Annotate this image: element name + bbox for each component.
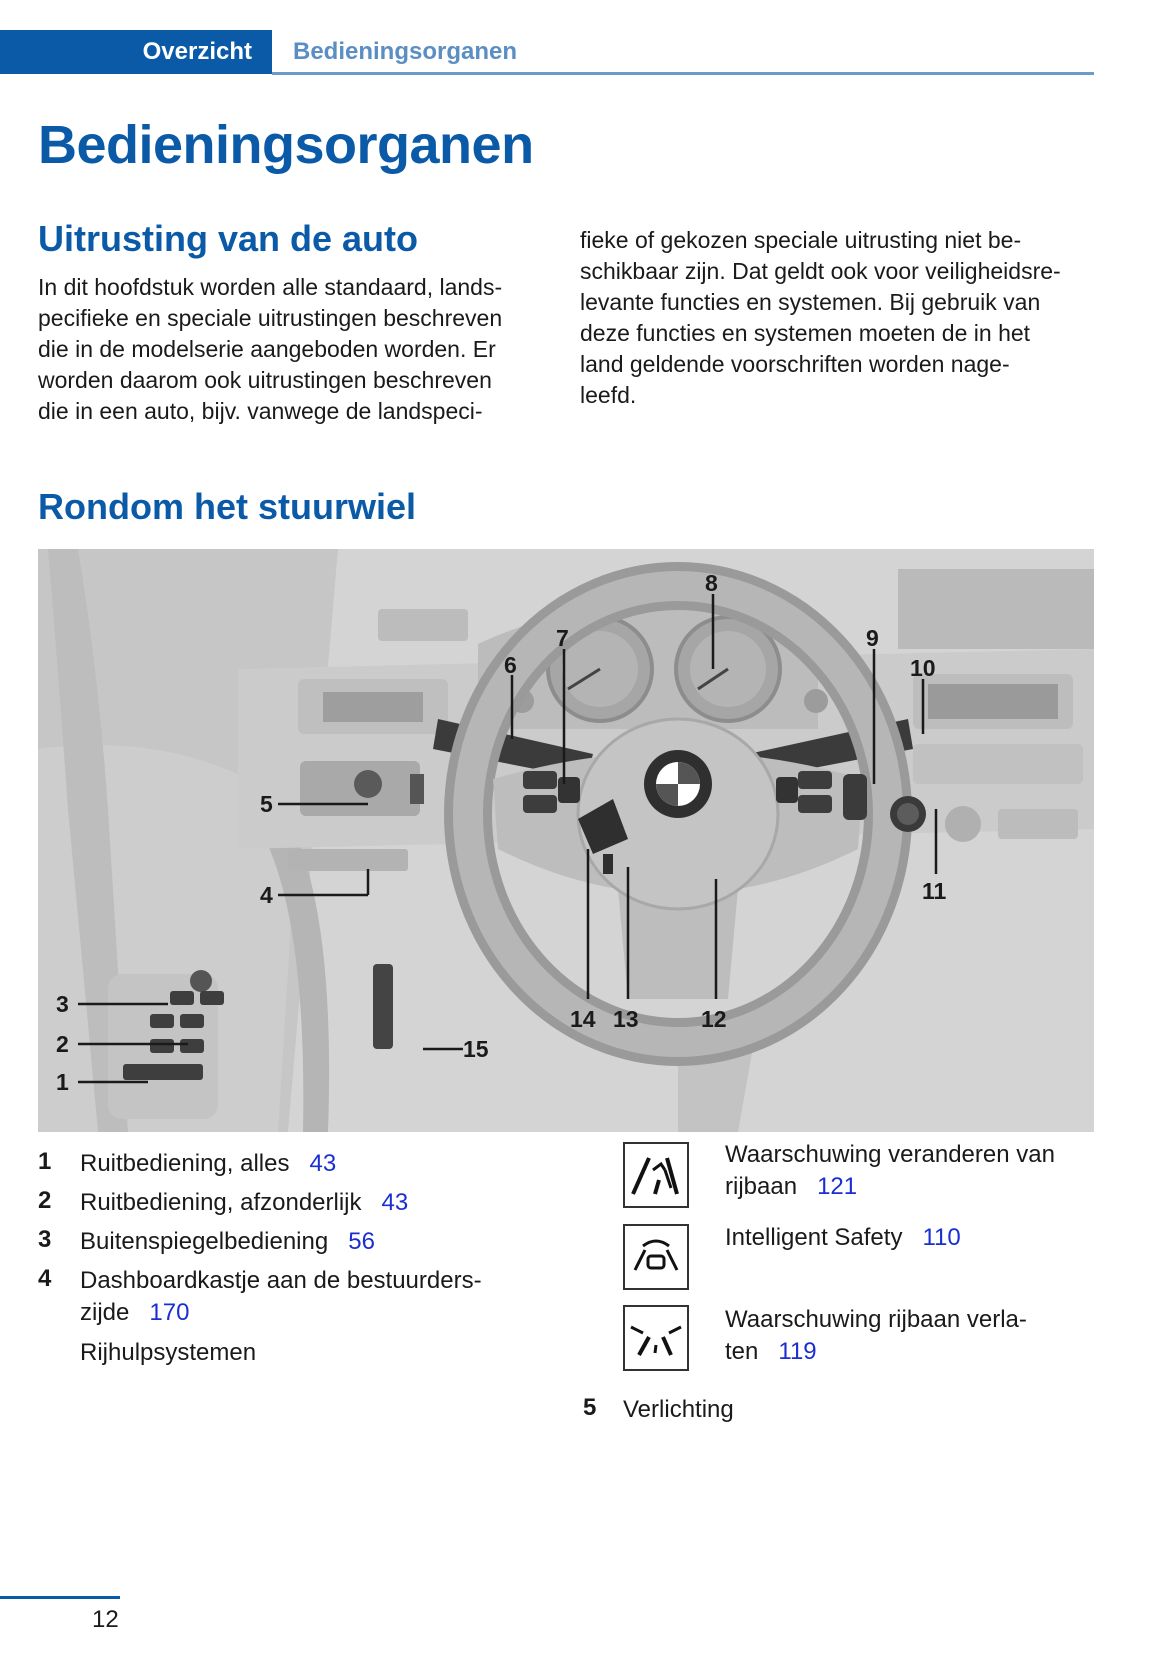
legend-item-lane-departure	[725, 1304, 1027, 1368]
text-line: fieke of gekozen speciale uitrusting niet be-	[580, 227, 1022, 253]
text-line: In dit hoofdstuk worden alle standaard, lands-	[38, 274, 503, 300]
legend-text: Intelligent Safety	[725, 1224, 903, 1251]
legend-item-4	[80, 1265, 482, 1329]
legend-item-5: Verlichting	[623, 1396, 734, 1423]
text-line: schikbaar zijn. Dat geldt ook voor veiligheidsre-	[580, 258, 1061, 284]
lane-departure-warning-icon	[623, 1305, 689, 1371]
page-link[interactable]: 121	[817, 1173, 858, 1200]
legend-text: ten	[725, 1338, 759, 1365]
legend-num-5: 5	[583, 1394, 597, 1421]
legend-num-3: 3	[38, 1226, 52, 1253]
page-title: Bedieningsorganen	[38, 115, 534, 175]
callout-1: 1	[56, 1069, 69, 1095]
legend-item-lane-change	[725, 1139, 1055, 1203]
text-line: land geldende voorschriften worden nage-	[580, 351, 1010, 377]
text-line: worden daarom ook uitrustingen beschreven	[38, 367, 492, 393]
text-line: pecifieke en speciale uitrustingen beschreven	[38, 305, 503, 331]
text-line: leefd.	[580, 382, 637, 408]
callout-6: 6	[504, 652, 517, 678]
callout-3: 3	[56, 991, 69, 1017]
steering-wheel-figure	[38, 549, 1094, 1132]
page-link[interactable]: 110	[922, 1224, 961, 1251]
cockpit-illustration	[38, 549, 1094, 1132]
section-heading-stuurwiel: Rondom het stuurwiel	[38, 486, 416, 527]
callout-10: 10	[910, 655, 936, 681]
legend-text: Buitenspiegelbediening	[80, 1228, 329, 1255]
callout-15: 15	[463, 1036, 489, 1062]
legend-num-2: 2	[38, 1187, 52, 1214]
page-number: 12	[92, 1606, 119, 1633]
text-line: die in een auto, bijv. vanwege de landspeci-	[38, 398, 483, 424]
legend-text: Waarschuwing veranderen van	[725, 1141, 1055, 1168]
callout-4: 4	[260, 882, 273, 908]
header-divider	[272, 72, 1094, 75]
callout-13: 13	[613, 1006, 639, 1032]
legend-text: zijde	[80, 1299, 130, 1326]
section-text-left	[38, 272, 528, 427]
legend-item-3	[80, 1226, 375, 1258]
callout-14: 14	[570, 1006, 596, 1032]
legend-text: Waarschuwing rijbaan verla-	[725, 1306, 1027, 1333]
page-link[interactable]: 56	[348, 1228, 375, 1255]
legend-item-2	[80, 1187, 408, 1219]
legend-num-4: 4	[38, 1265, 52, 1292]
lane-change-warning-icon	[623, 1142, 689, 1208]
legend-num-1: 1	[38, 1148, 52, 1175]
page-link[interactable]: 43	[309, 1150, 337, 1177]
callout-7: 7	[556, 625, 569, 651]
footer-rule	[0, 1596, 120, 1599]
callout-5: 5	[260, 791, 273, 817]
page-link[interactable]: 43	[381, 1189, 409, 1216]
legend-item-1	[80, 1148, 336, 1180]
page-link[interactable]: 119	[778, 1338, 817, 1365]
header-tab-bedieningsorganen[interactable]: Bedieningsorganen	[293, 38, 518, 65]
legend-text: rijbaan	[725, 1173, 798, 1200]
rijhulpsystemen-label: Rijhulpsystemen	[80, 1339, 257, 1366]
legend-text: Ruitbediening, alles	[80, 1150, 290, 1177]
page-link[interactable]: 170	[149, 1299, 190, 1326]
section-heading-uitrusting: Uitrusting van de auto	[38, 218, 419, 259]
callout-8: 8	[705, 570, 718, 596]
text-line: levante functies en systemen. Bij gebruik van	[580, 289, 1041, 315]
legend-text: Dashboardkastje aan de bestuurders-	[80, 1267, 482, 1294]
text-line: die in de modelserie aangeboden worden. Er	[38, 336, 496, 362]
header-tab-overzicht[interactable]: Overzicht	[142, 38, 252, 65]
section-text-right	[580, 225, 1100, 411]
legend-text: Ruitbediening, afzonderlijk	[80, 1189, 362, 1216]
intelligent-safety-icon	[623, 1224, 689, 1290]
callout-11: 11	[922, 878, 947, 904]
legend-item-intelligent-safety	[725, 1222, 961, 1254]
callout-9: 9	[866, 625, 879, 651]
callout-12: 12	[701, 1006, 727, 1032]
callout-2: 2	[56, 1031, 69, 1057]
text-line: deze functies en systemen moeten de in het	[580, 320, 1031, 346]
